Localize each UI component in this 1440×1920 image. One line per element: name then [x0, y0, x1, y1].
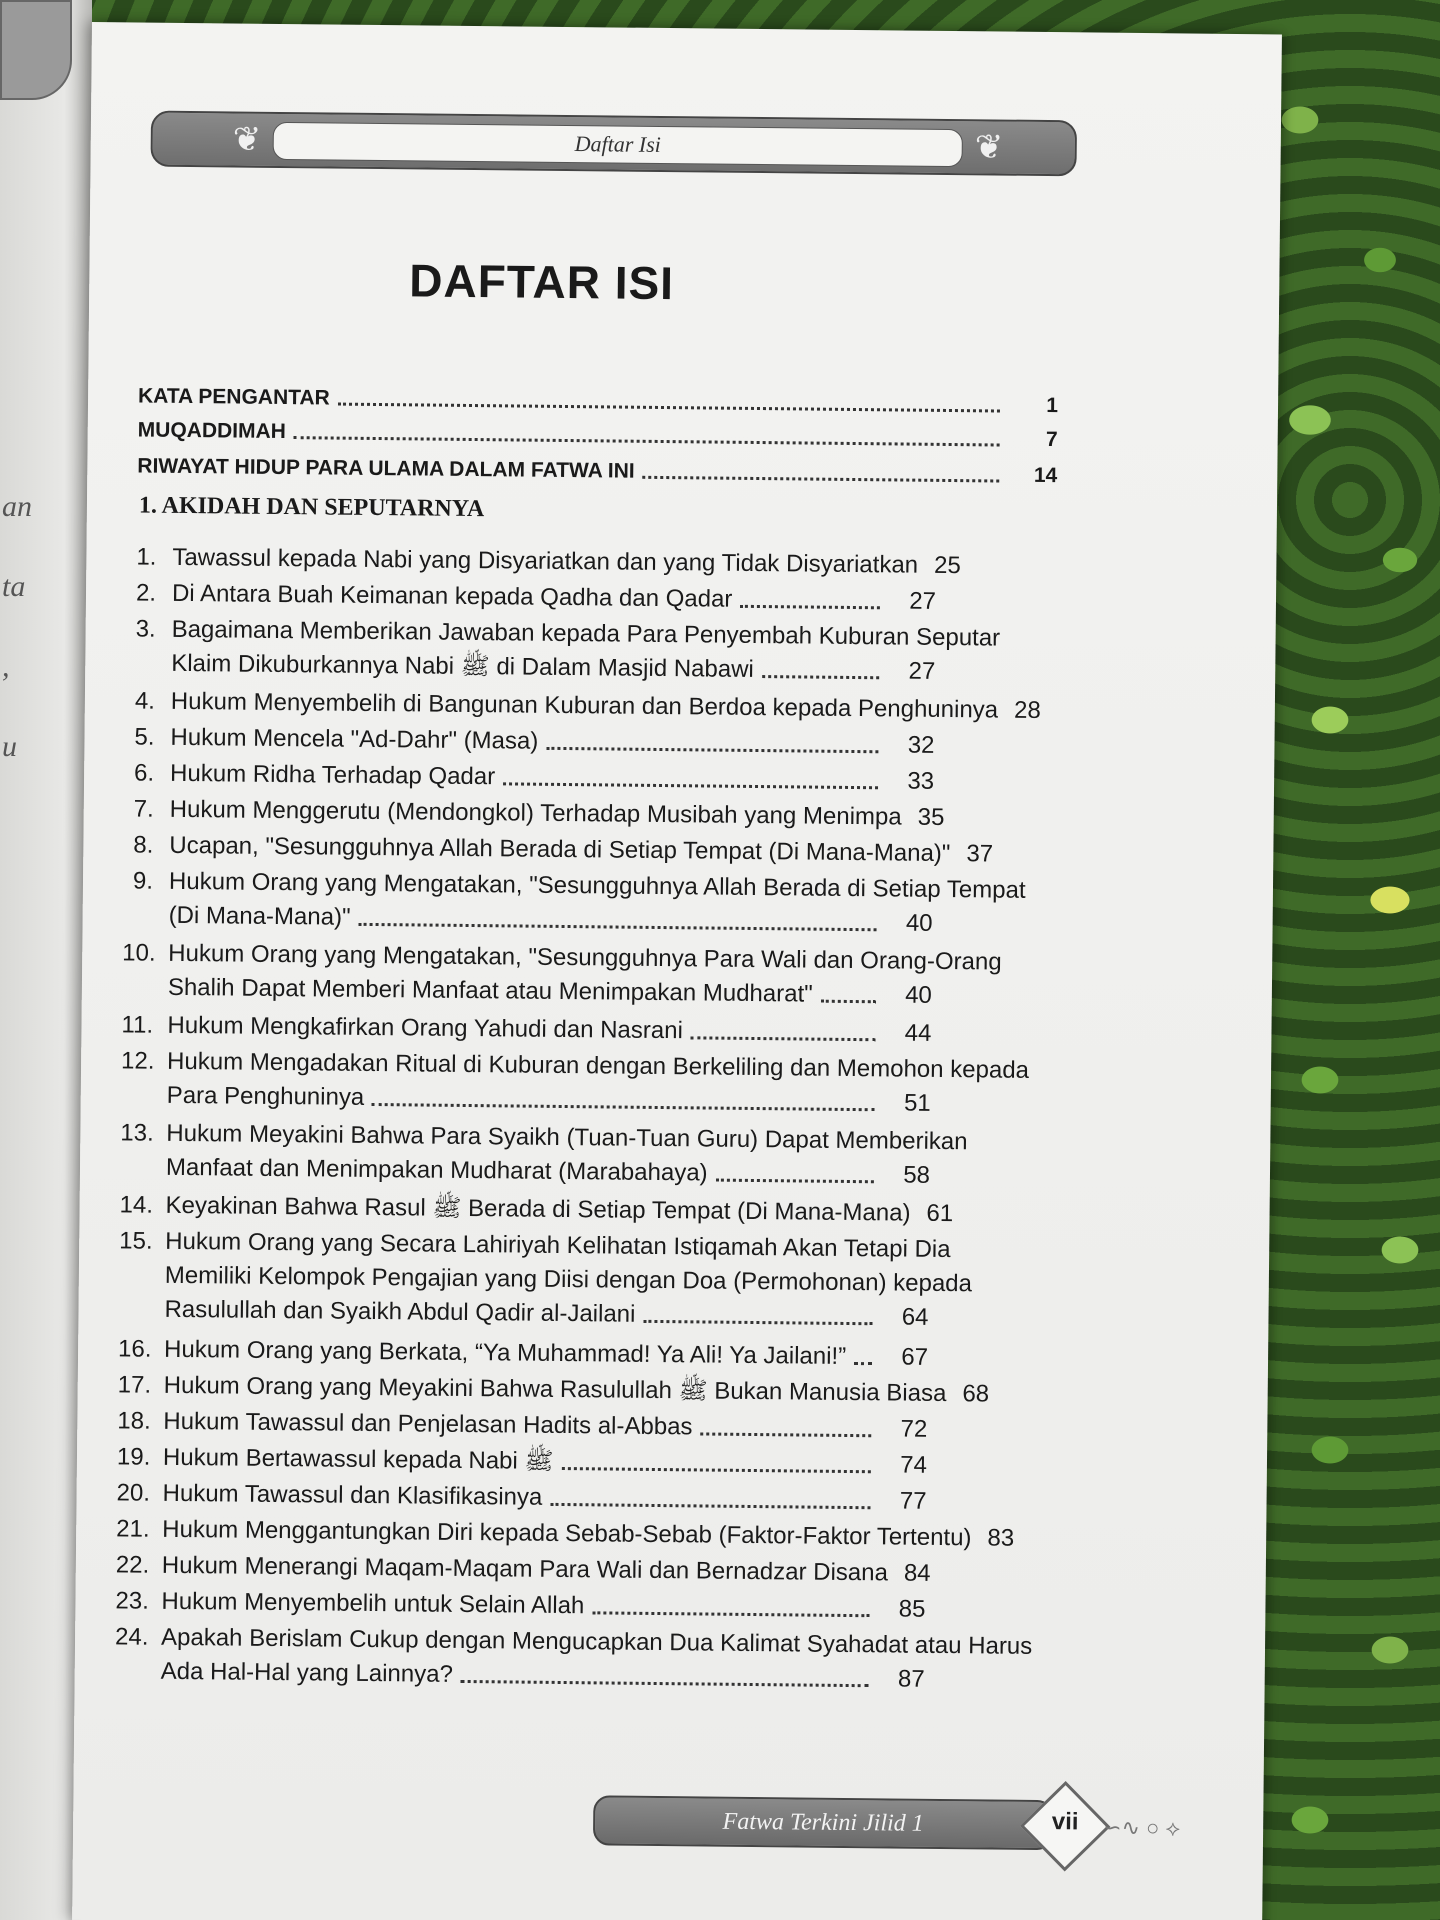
dot-leader: [821, 1000, 876, 1004]
toc-entry-page: 32: [907, 731, 935, 759]
dot-leader: [503, 782, 878, 789]
dot-leader: [561, 1467, 870, 1473]
toc-entry-title-line: Hukum Tawassul dan Penjelasan Hadits al-Abbas: [163, 1407, 693, 1441]
front-matter-label: MUQADDIMAH: [137, 418, 286, 444]
toc-entry-title-line: Hukum Orang yang Meyakini Bahwa Rasulullah ﷺ Bukan Manusia Biasa: [163, 1371, 947, 1408]
toc-entry-title-line: Hukum Ridha Terhadap Qadar: [169, 759, 496, 791]
dot-leader: [691, 1036, 876, 1041]
toc-entry-page: 51: [903, 1089, 931, 1117]
footer-book-title: Fatwa Terkini Jilid 1: [722, 1808, 924, 1837]
toc-entry-title-line: Hukum Meyakini Bahwa Para Syaikh (Tuan-Tuan Guru) Dapat Memberikan: [166, 1119, 968, 1156]
toc-entry-title-line: Hukum Menggantungkan Diri kepada Sebab-Sebab (Faktor-Faktor Tertentu): [162, 1515, 972, 1552]
toc-entry-title-line: Tawassul kepada Nabi yang Disyariatkan dan yang Tidak Disyariatkan: [172, 543, 919, 579]
toc-entry-number: 4.: [134, 687, 156, 715]
toc-entry-title-line: Klaim Dikuburkannya Nabi ﷺ di Dalam Masjid Nabawi: [171, 649, 754, 683]
dot-leader: [372, 1103, 875, 1111]
section-heading: 1. AKIDAH DAN SEPUTARNYA: [138, 492, 485, 523]
toc-entry: [120, 1116, 968, 1196]
dot-leader: [643, 1320, 872, 1325]
toc-entry-number: 10.: [122, 939, 156, 967]
running-header-label: [273, 122, 963, 167]
running-header: [150, 111, 1077, 177]
footer: [593, 1795, 1233, 1852]
toc-entry-title-line: Hukum Bertawassul kepada Nabi ﷺ: [162, 1443, 554, 1475]
toc-entry-number: 7.: [133, 795, 154, 823]
toc-entry-title-line: Hukum Mengkafirkan Orang Yahudi dan Nasrani: [167, 1011, 684, 1045]
toc-entry-title-line: Ada Hal-Hal yang Lainnya?: [160, 1657, 454, 1688]
front-matter-page: 7: [1045, 428, 1058, 452]
page-number: vii: [1051, 1808, 1079, 1836]
toc-entry-number: 2.: [135, 579, 157, 607]
dot-leader: [546, 747, 878, 753]
toc-entry-number: 14.: [119, 1191, 154, 1219]
toc-entry-page: 83: [987, 1524, 1015, 1552]
dot-leader: [358, 923, 876, 931]
toc-entry-page: 33: [907, 767, 935, 795]
toc-entry-page: 85: [898, 1595, 926, 1623]
toc-entry-page: 77: [899, 1487, 927, 1515]
toc-entry-title-line: Hukum Orang yang Secara Lahiriyah Kelihatan Istiqamah Akan Tetapi Dia: [165, 1227, 951, 1264]
toc-entry-page: 84: [903, 1559, 931, 1587]
toc-entry-page: 37: [966, 840, 994, 868]
front-matter-label: KATA PENGANTAR: [137, 384, 330, 410]
toc-entry-title-line: Hukum Orang yang Berkata, “Ya Muhammad! Ya Ali! Ya Jailani!”: [163, 1335, 847, 1370]
toc-entry: [120, 1044, 1030, 1124]
toc-entry-page: 72: [900, 1415, 928, 1443]
toc-entry-title-line: Hukum Menyembelih di Bangunan Kuburan dan Berdoa kepada Penghuninya: [170, 687, 999, 724]
toc-entry-page: 40: [905, 909, 933, 937]
toc-entry-page: 58: [903, 1161, 931, 1189]
toc-entry-number: 18.: [117, 1407, 151, 1435]
dot-leader: [762, 675, 879, 679]
toc-entry-number: 23.: [115, 1587, 149, 1615]
dot-leader: [338, 403, 1000, 413]
toc-entry-page: 61: [926, 1199, 954, 1228]
toc-entry-title-line: Bagaimana Memberikan Jawaban kepada Para Penyembah Kuburan Seputar: [171, 615, 1001, 652]
toc-entry-number: 1.: [136, 543, 157, 571]
toc-entry-title-line: Shalih Dapat Memberi Manfaat atau Menimpakan Mudharat": [167, 973, 813, 1008]
scroll-ornament-icon: ❦: [232, 120, 262, 159]
front-matter-item: [138, 411, 1058, 453]
toc-entry-page: 35: [917, 803, 945, 831]
running-title: Daftar Isi: [574, 131, 661, 157]
toc-entry-title-line: Hukum Menggerutu (Mendongkol) Terhadap Musibah yang Menimpa: [169, 795, 902, 831]
dot-leader: [854, 1362, 872, 1365]
toc-entry-page: 27: [908, 657, 936, 685]
toc-entry-title-line: Hukum Orang yang Mengatakan, "Sesungguhnya Para Wali dan Orang-Orang: [168, 939, 1002, 976]
toc-entry-number: 13.: [120, 1119, 154, 1147]
toc-entry-number: 22.: [115, 1551, 150, 1579]
toc-entry-page: 25: [933, 551, 961, 580]
toc-entry-title-line: Hukum Menerangi Maqam-Maqam Para Wali dan Bernadzar Disana: [161, 1551, 889, 1587]
left-page-ornament: [0, 0, 72, 100]
toc-entry-title-line: Rasulullah dan Syaikh Abdul Qadir al-Jailani: [164, 1295, 636, 1328]
toc-entry: [132, 864, 1026, 944]
dot-leader: [740, 605, 880, 609]
toc-entry: [135, 612, 1001, 692]
left-page-fragment: u: [2, 730, 17, 763]
toc-entry-number: 3.: [135, 615, 156, 643]
toc-entry-title-line: Manfaat dan Menimpakan Mudharat (Marabahaya): [165, 1153, 708, 1187]
front-matter-item: [137, 447, 1057, 489]
toc-entry: [122, 936, 1002, 1016]
toc-entry-number: 6.: [133, 759, 155, 787]
toc-entry-page: 67: [901, 1343, 929, 1371]
toc-entry-number: 5.: [134, 723, 155, 751]
toc-entry-page: 68: [962, 1380, 990, 1408]
left-page-fragment: ,: [2, 650, 10, 683]
book-page: [72, 22, 1282, 1920]
toc-entry-title-line: Memiliki Kelompok Pengajian yang Diisi dengan Doa (Permohonan) kepada: [164, 1261, 973, 1298]
page-title: DAFTAR ISI: [409, 254, 675, 310]
front-matter-page: 14: [1033, 463, 1058, 488]
dot-leader: [294, 436, 1000, 446]
toc-entry-page: 27: [909, 587, 937, 615]
toc-entry-number: 11.: [121, 1011, 154, 1039]
toc-entry-number: 21.: [116, 1515, 150, 1543]
toc-entry-title-line: Di Antara Buah Keimanan kepada Qadha dan Qadar: [171, 579, 733, 613]
toc-entry-title-line: Ucapan, "Sesungguhnya Allah Berada di Setiap Tempat (Di Mana-Mana)": [169, 831, 951, 868]
footer-book-title-bar: [593, 1795, 1053, 1850]
toc-entry-title-line: Keyakinan Bahwa Rasul ﷺ Berada di Setiap Tempat (Di Mana-Mana): [165, 1191, 911, 1227]
toc-entry-title-line: Hukum Menyembelih untuk Selain Allah: [161, 1587, 585, 1620]
toc-entry-page: 28: [1013, 696, 1041, 724]
dot-leader: [550, 1503, 870, 1509]
dot-leader: [592, 1611, 869, 1617]
toc-entry-title-line: Hukum Mengadakan Ritual di Kuburan dengan Berkeliling dan Memohon kepada: [166, 1047, 1030, 1084]
toc-entry-title-line: Hukum Tawassul dan Klasifikasinya: [162, 1479, 543, 1511]
toc-entry: [114, 1620, 1033, 1700]
front-matter-page: 1: [1046, 394, 1059, 418]
toc-entry-number: 15.: [119, 1227, 153, 1255]
toc-entry-page: 74: [900, 1451, 928, 1479]
left-page-fragment: an: [2, 490, 32, 523]
toc-entry: [118, 1224, 973, 1340]
toc-entry-title-line: Apakah Berislam Cukup dengan Mengucapkan Dua Kalimat Syahadat atau Harus: [160, 1623, 1033, 1660]
dot-leader: [700, 1432, 871, 1437]
toc-entry-number: 24.: [114, 1623, 149, 1651]
toc-entry-number: 17.: [117, 1371, 152, 1399]
scroll-ornament-icon: ❦: [974, 128, 1004, 167]
toc-entry-title-line: Hukum Mencela "Ad-Dahr" (Masa): [170, 723, 539, 755]
toc-entry-number: 8.: [133, 831, 154, 859]
toc-entry-number: 16.: [117, 1335, 152, 1363]
toc-entry-number: 19.: [116, 1443, 151, 1471]
toc-entry-title-line: Para Penghuninya: [166, 1081, 365, 1111]
left-page-fragment: ta: [2, 570, 26, 603]
toc-entry-title-line: Hukum Orang yang Mengatakan, "Sesungguhnya Allah Berada di Setiap Tempat: [168, 867, 1026, 904]
toc-entry-page: 44: [904, 1019, 932, 1047]
toc-entry-number: 12.: [120, 1047, 155, 1075]
dot-leader: [461, 1680, 869, 1687]
toc-entry-page: 87: [897, 1665, 925, 1693]
footer-flourish-icon: ∽∿ ○ ⟡: [1103, 1814, 1181, 1841]
front-matter-label: RIWAYAT HIDUP PARA ULAMA DALAM FATWA INI: [137, 454, 635, 483]
toc-entry-number: 20.: [116, 1479, 151, 1507]
dot-leader: [716, 1179, 874, 1184]
toc-entry-number: 9.: [132, 867, 154, 895]
toc-entry-title-line: (Di Mana-Mana)": [168, 901, 351, 931]
dot-leader: [643, 476, 1000, 483]
toc-entry-page: 40: [905, 981, 932, 1009]
toc-entry-page: 64: [901, 1303, 929, 1331]
